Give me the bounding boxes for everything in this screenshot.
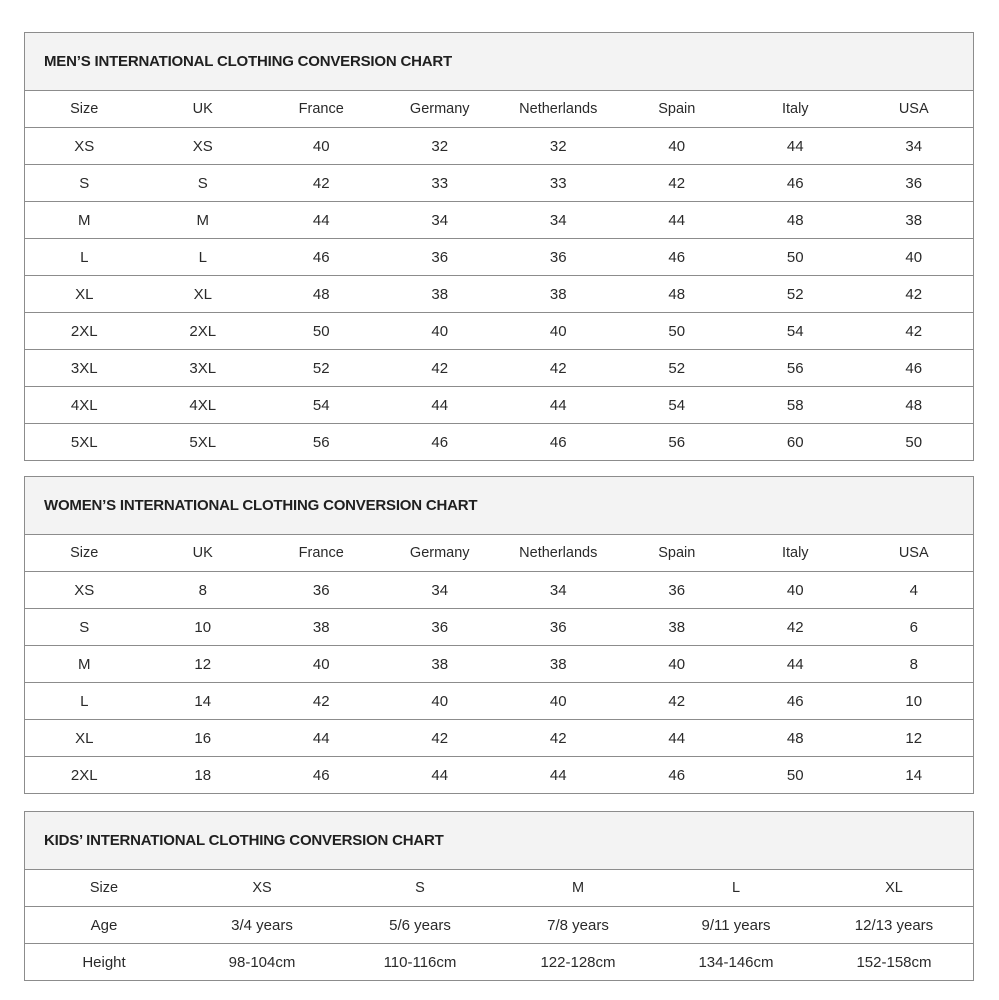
table-cell: 42: [499, 350, 618, 387]
column-header: L: [731, 880, 741, 896]
table-cell: 3/4 years: [183, 907, 341, 944]
table-row: [25, 313, 973, 350]
table-cell: 38: [855, 202, 974, 239]
table-cell: 42: [262, 165, 381, 202]
mens-header-row: [25, 91, 973, 128]
column-header: Germany: [409, 545, 470, 561]
table-cell: 34: [499, 572, 618, 609]
table-cell: 12: [855, 720, 974, 757]
table-cell: 44: [381, 757, 500, 794]
table-cell: M: [144, 202, 263, 239]
mens-conversion-chart: [24, 32, 974, 461]
table-cell: M: [25, 646, 144, 683]
column-header: USA: [898, 101, 929, 117]
table-cell: 14: [144, 683, 263, 720]
table-cell: 5XL: [144, 424, 263, 461]
table-cell: S: [25, 165, 144, 202]
table-cell: L: [25, 683, 144, 720]
table-row: [25, 720, 973, 757]
table-row: [25, 387, 973, 424]
table-cell: 38: [499, 646, 618, 683]
table-cell: 33: [499, 165, 618, 202]
column-header: Spain: [658, 545, 696, 561]
table-cell: 42: [855, 276, 974, 313]
table-cell: 46: [736, 683, 855, 720]
table-row: [25, 907, 973, 944]
table-cell: 36: [855, 165, 974, 202]
table-cell: XL: [25, 276, 144, 313]
table-cell: 36: [262, 572, 381, 609]
table-cell: 42: [855, 313, 974, 350]
table-cell: 44: [499, 757, 618, 794]
table-cell: 50: [736, 757, 855, 794]
table-cell: 34: [381, 202, 500, 239]
table-cell: 50: [736, 239, 855, 276]
table-cell: 46: [262, 239, 381, 276]
table-row: [25, 944, 973, 981]
table-cell: 52: [262, 350, 381, 387]
table-cell: 54: [262, 387, 381, 424]
table-cell: S: [25, 609, 144, 646]
mens-chart-title: MEN’S INTERNATIONAL CLOTHING CONVERSION CHART: [25, 33, 973, 91]
table-cell: XL: [25, 720, 144, 757]
table-cell: 58: [736, 387, 855, 424]
kids-conversion-chart: [24, 811, 974, 981]
table-row: [25, 424, 973, 461]
table-cell: 122-128cm: [499, 944, 657, 981]
column-header: USA: [898, 545, 929, 561]
table-cell: 60: [736, 424, 855, 461]
table-cell: 2XL: [144, 313, 263, 350]
column-header: Netherlands: [519, 545, 598, 561]
table-cell: M: [25, 202, 144, 239]
table-cell: 12: [144, 646, 263, 683]
table-cell: 5XL: [25, 424, 144, 461]
table-cell: S: [144, 165, 263, 202]
table-cell: XS: [25, 572, 144, 609]
table-cell: 50: [618, 313, 737, 350]
table-cell: 56: [262, 424, 381, 461]
column-header: Germany: [409, 101, 470, 117]
table-cell: 40: [262, 128, 381, 165]
table-cell: XL: [144, 276, 263, 313]
table-cell: 36: [381, 609, 500, 646]
table-cell: 134-146cm: [657, 944, 815, 981]
column-header: Spain: [658, 101, 696, 117]
table-cell: 16: [144, 720, 263, 757]
table-cell: 48: [618, 276, 737, 313]
table-cell: 2XL: [25, 313, 144, 350]
table-cell: L: [25, 239, 144, 276]
table-cell: 42: [736, 609, 855, 646]
table-cell: 40: [381, 683, 500, 720]
column-header: Italy: [781, 545, 809, 561]
table-row: [25, 276, 973, 313]
table-cell: 48: [262, 276, 381, 313]
table-cell: 40: [855, 239, 974, 276]
table-row: [25, 350, 973, 387]
table-row: [25, 202, 973, 239]
table-cell: 40: [262, 646, 381, 683]
kids-chart-title: KIDS’ INTERNATIONAL CLOTHING CONVERSION CHART: [25, 812, 973, 870]
table-cell: 7/8 years: [499, 907, 657, 944]
table-cell: XS: [144, 128, 263, 165]
table-cell: 52: [618, 350, 737, 387]
table-cell: XS: [25, 128, 144, 165]
column-header: XS: [252, 880, 272, 896]
table-cell: 42: [499, 720, 618, 757]
table-cell: 38: [618, 609, 737, 646]
table-cell: 54: [736, 313, 855, 350]
table-row: [25, 609, 973, 646]
table-row: [25, 128, 973, 165]
table-row: [25, 683, 973, 720]
column-header: S: [415, 880, 425, 896]
table-cell: 42: [381, 350, 500, 387]
table-cell: 44: [262, 202, 381, 239]
table-cell: 40: [499, 313, 618, 350]
womens-conversion-chart: [24, 476, 974, 794]
table-cell: 34: [381, 572, 500, 609]
table-cell: 36: [499, 239, 618, 276]
table-cell: 38: [381, 276, 500, 313]
womens-header-row: [25, 535, 973, 572]
table-cell: 44: [618, 202, 737, 239]
table-cell: 32: [381, 128, 500, 165]
column-header: Size: [70, 101, 99, 117]
table-cell: 8: [144, 572, 263, 609]
table-cell: 52: [736, 276, 855, 313]
column-header: UK: [192, 545, 213, 561]
table-cell: 3XL: [144, 350, 263, 387]
column-header: Netherlands: [519, 101, 598, 117]
table-cell: 4XL: [144, 387, 263, 424]
table-cell: 38: [499, 276, 618, 313]
table-cell: 18: [144, 757, 263, 794]
column-header: M: [571, 880, 585, 896]
table-cell: 2XL: [25, 757, 144, 794]
table-cell: 110-116cm: [341, 944, 499, 981]
column-header: XL: [885, 880, 903, 896]
table-cell: 46: [381, 424, 500, 461]
womens-chart-title: WOMEN’S INTERNATIONAL CLOTHING CONVERSION CHART: [25, 477, 973, 535]
table-cell: 46: [618, 239, 737, 276]
table-cell: 44: [618, 720, 737, 757]
table-cell: 36: [381, 239, 500, 276]
table-row: [25, 757, 973, 794]
table-cell: 40: [618, 646, 737, 683]
kids-header-row: [25, 870, 973, 907]
table-cell: 54: [618, 387, 737, 424]
table-cell: 3XL: [25, 350, 144, 387]
table-cell: 42: [262, 683, 381, 720]
womens-table: [25, 535, 973, 793]
table-row: [25, 572, 973, 609]
table-cell: 44: [381, 387, 500, 424]
table-cell: 152-158cm: [815, 944, 973, 981]
table-cell: 56: [736, 350, 855, 387]
mens-table: [25, 91, 973, 460]
table-cell: 44: [262, 720, 381, 757]
column-header: France: [298, 101, 344, 117]
table-cell: 12/13 years: [815, 907, 973, 944]
table-cell: 40: [499, 683, 618, 720]
table-cell: 46: [499, 424, 618, 461]
column-header: Size: [70, 545, 99, 561]
column-header: Italy: [781, 101, 809, 117]
table-cell: 38: [262, 609, 381, 646]
table-cell: 42: [618, 165, 737, 202]
table-cell: 48: [736, 202, 855, 239]
table-cell: 44: [499, 387, 618, 424]
column-header: France: [298, 545, 344, 561]
table-cell: 6: [855, 609, 974, 646]
column-header: Size: [89, 880, 119, 896]
table-cell: 44: [736, 646, 855, 683]
table-cell: 50: [262, 313, 381, 350]
table-cell: 46: [262, 757, 381, 794]
table-cell: L: [144, 239, 263, 276]
table-cell: 8: [855, 646, 974, 683]
table-cell: 34: [855, 128, 974, 165]
table-row: [25, 646, 973, 683]
table-cell: 42: [618, 683, 737, 720]
table-cell: 14: [855, 757, 974, 794]
table-cell: 36: [499, 609, 618, 646]
table-cell: 10: [855, 683, 974, 720]
column-header: UK: [192, 101, 213, 117]
table-row: [25, 239, 973, 276]
table-cell: 40: [618, 128, 737, 165]
table-cell: 9/11 years: [657, 907, 815, 944]
table-cell: 5/6 years: [341, 907, 499, 944]
table-cell: 36: [618, 572, 737, 609]
table-cell: Age: [25, 907, 183, 944]
table-cell: 42: [381, 720, 500, 757]
table-cell: 48: [855, 387, 974, 424]
table-cell: 44: [736, 128, 855, 165]
table-row: [25, 165, 973, 202]
table-cell: 56: [618, 424, 737, 461]
kids-table: [25, 870, 973, 980]
table-cell: 40: [381, 313, 500, 350]
table-cell: 50: [855, 424, 974, 461]
table-cell: 4: [855, 572, 974, 609]
table-cell: Height: [25, 944, 183, 981]
table-cell: 40: [736, 572, 855, 609]
table-cell: 48: [736, 720, 855, 757]
table-cell: 46: [736, 165, 855, 202]
table-cell: 38: [381, 646, 500, 683]
table-cell: 46: [855, 350, 974, 387]
table-cell: 33: [381, 165, 500, 202]
table-cell: 4XL: [25, 387, 144, 424]
table-cell: 10: [144, 609, 263, 646]
table-cell: 98-104cm: [183, 944, 341, 981]
table-cell: 46: [618, 757, 737, 794]
table-cell: 34: [499, 202, 618, 239]
table-cell: 32: [499, 128, 618, 165]
